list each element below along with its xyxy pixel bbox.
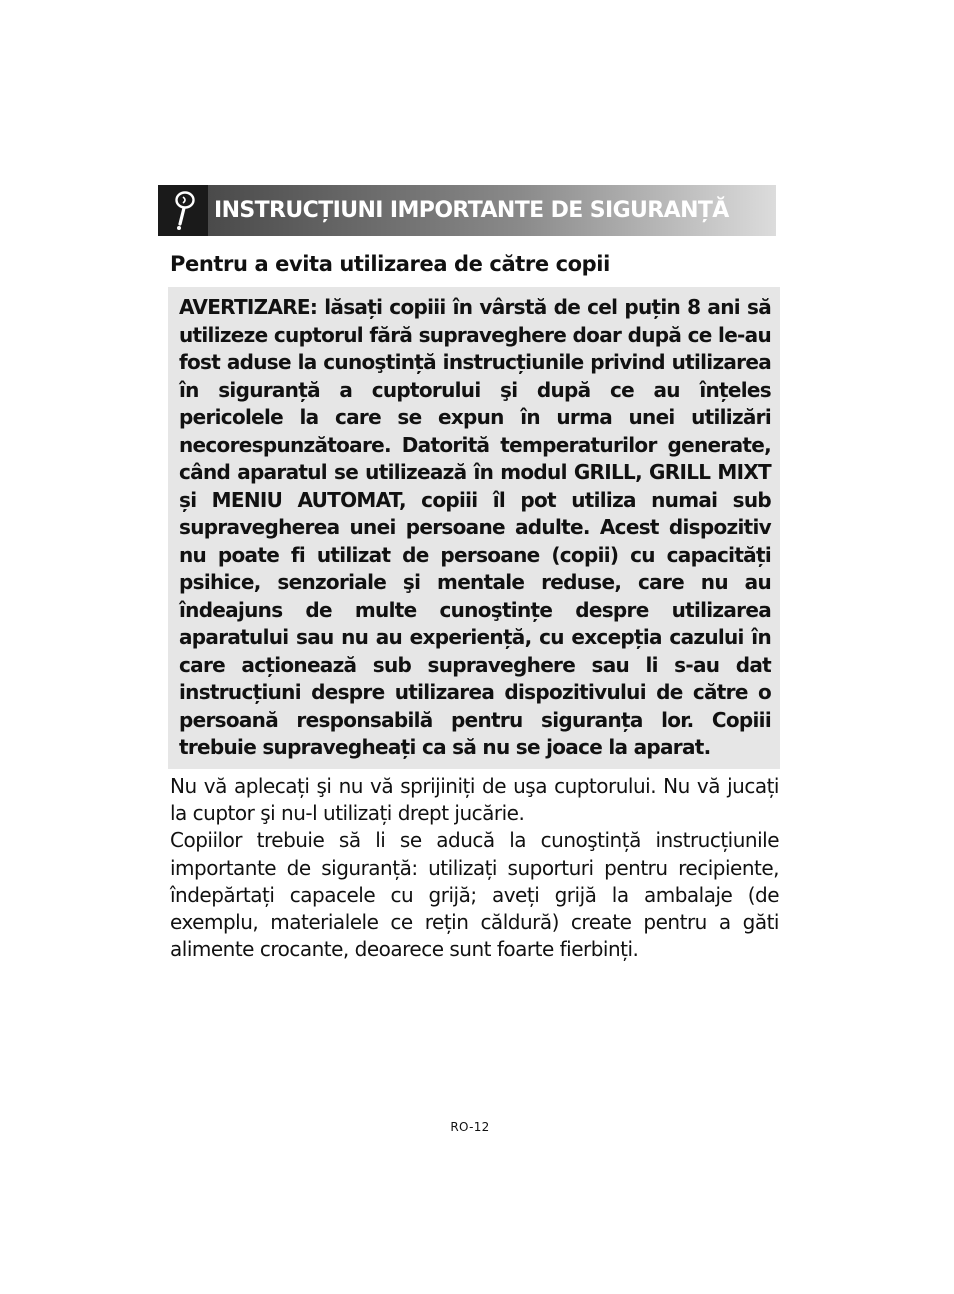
subheading: Pentru a evita utilizarea de către copii xyxy=(170,252,610,276)
section-title: INSTRUCȚIUNI IMPORTANTE DE SIGURANȚĂ xyxy=(214,198,729,223)
section-header xyxy=(158,185,776,236)
exclamation-note-icon xyxy=(158,185,208,236)
paragraph-2: Copiilor trebuie să li se aducă la cunoştință instrucțiunile importante de siguranță: utilizați suporturi pentru recipiente, îndepărtați capacele cu grijă; aveți grijă la ambalaje (de exemplu, materialele ce rețin căldură) create pentru a găti alimente crocante, deoarece sunt foarte fierbinți. xyxy=(170,828,779,962)
exclamation-note-glyph xyxy=(170,191,196,231)
warning-box xyxy=(168,287,780,769)
section-title-bar xyxy=(208,185,776,236)
warning-text: AVERTIZARE: lăsați copiii în vârstă de cel puțin 8 ani să utilizeze cuptorul fără supraveghere doar după ce le-au fost aduse la cunoştință instrucțiunile privind utilizarea în siguranță a cuptorului şi după ce au înțeles pericolele la care se expun în urma unei utilizări necorespunzătoare. Datorită temperaturilor generate, când aparatul se utilizează în modul GRILL, GRILL MIXT și MENIU AUTOMAT, copiii îl pot utiliza numai sub supravegherea unei persoane adulte. Acest dispozitiv nu poate fi utilizat de persoane (copii) cu capacități psihice, senzoriale şi mentale reduse, care nu au îndeajuns de multe cunoştințe despre utilizarea aparatului sau nu au experiență, cu excepția cazului în care acționează sub supraveghere sau li s-au dat instrucțiuni despre utilizarea dispozitivului de către o persoană responsabilă pentru siguranța lor. Copiii trebuie supravegheați ca să nu se joace la aparat. xyxy=(179,295,771,759)
page-number: RO-12 xyxy=(450,1120,490,1134)
body-text xyxy=(170,773,779,963)
paragraph-1: Nu vă aplecați şi nu vă sprijiniți de uşa cuptorului. Nu vă jucați la cuptor şi nu-l utilizați drept jucărie. xyxy=(170,774,779,826)
